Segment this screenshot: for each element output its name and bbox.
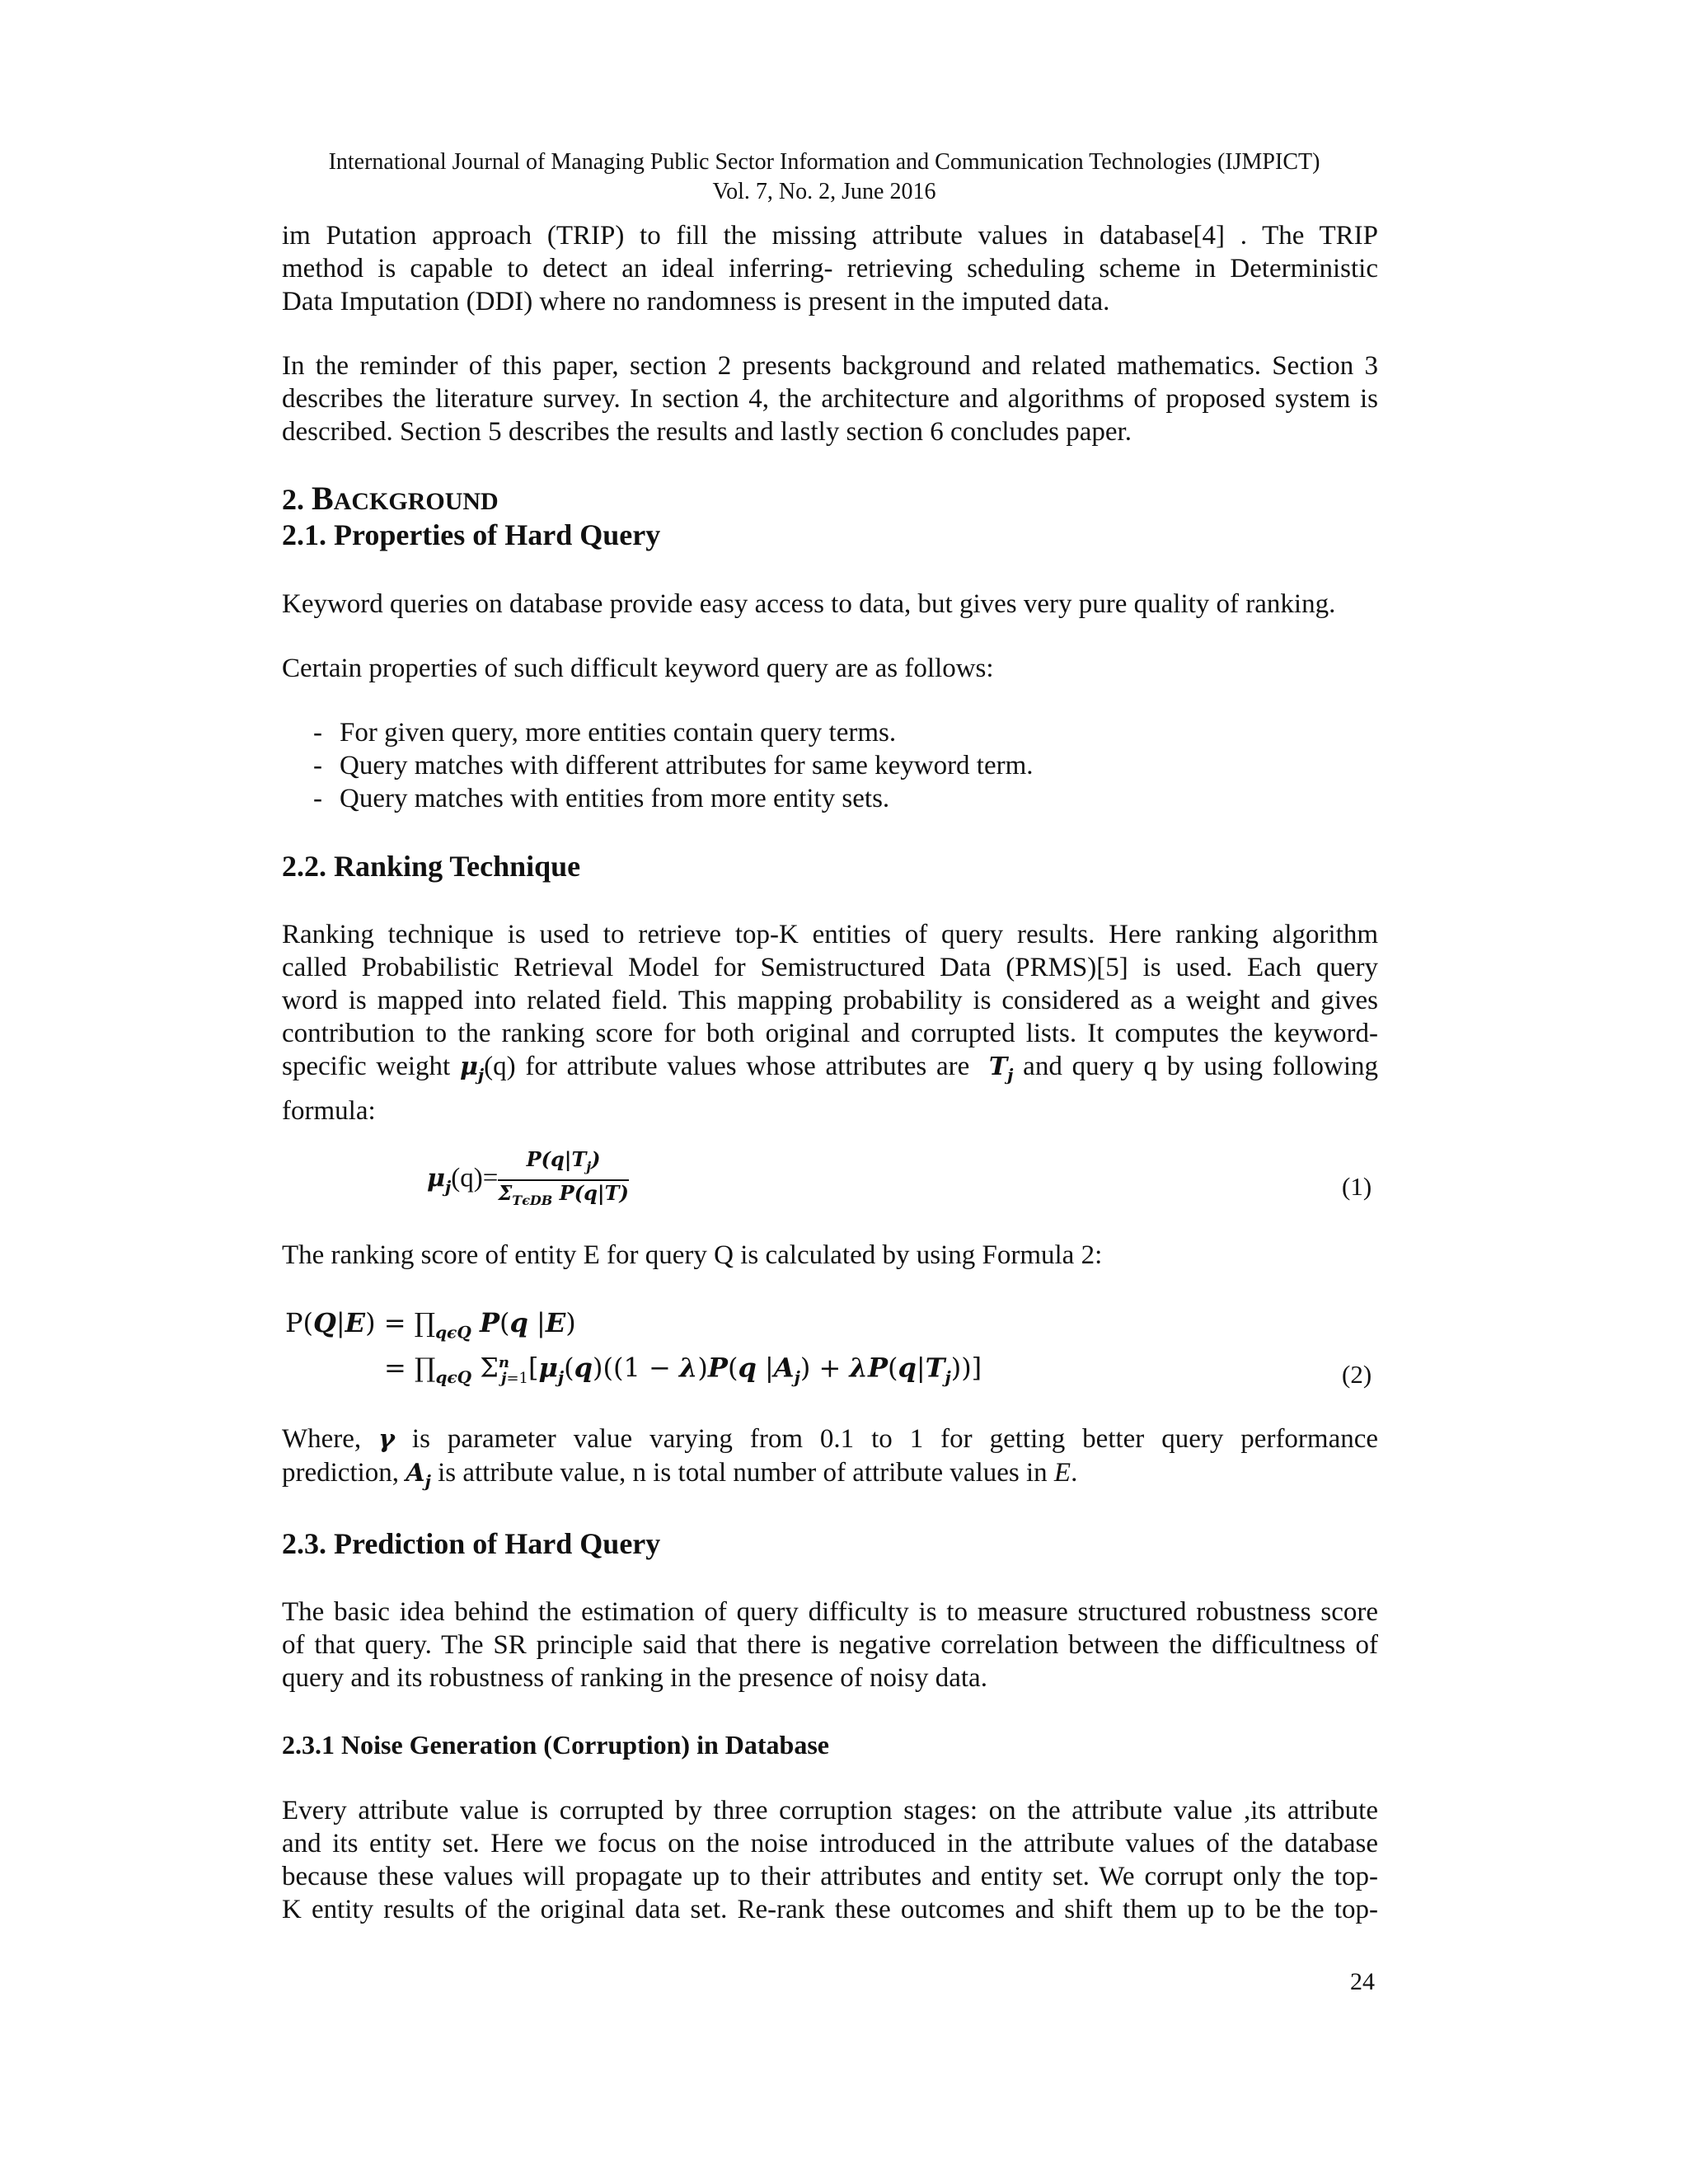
text-line: im Putation approach (TRIP) to fill the missing attribute values in database[4] . The TRIP [282, 221, 1378, 251]
subscript: j [477, 1065, 485, 1085]
text-line: formula: [282, 1096, 376, 1126]
text-line: called Probabilistic Retrieval Model for Semistructured Data (PRMS)[5] is used. Each query [282, 953, 1378, 982]
subsubsection-heading: 2.3.1 Noise Generation (Corruption) in Database [282, 1730, 829, 1760]
math-symbol: $T_j$ [988, 1052, 1014, 1085]
intro-paragraph-2 [282, 349, 1378, 448]
paragraph [282, 918, 1378, 1127]
equation-2-line-1: $P(Q|E) = \prod_{q\epsilon Q}$ P(q |E) [285, 1307, 576, 1343]
paragraph [282, 1596, 1378, 1694]
equation-1 [427, 1147, 629, 1213]
paragraph [282, 652, 1378, 685]
equation-2-line-2: = $\prod_{q\epsilon Q}$ $\Sigma^n_{j=1}[\mu_j(q)((1 - \lambda)P(q$ $|A_j) + \lambda P(q|T_j)$)] [384, 1352, 982, 1388]
list-item-text: For given query, more entities contain query terms. [340, 718, 897, 748]
text-line: and its entity set. Here we focus on the noise introduced in the attribute values of the database [282, 1829, 1378, 1858]
text-line: In the reminder of this paper, section 2 presents background and related mathematics. Section 3 [282, 351, 1378, 381]
math-symbol [459, 1052, 485, 1085]
text-line: describes the literature survey. In section 4, the architecture and algorithms of proposed system is [282, 384, 1378, 414]
paragraph [282, 1794, 1378, 1926]
text-line: because these values will propagate up to their attributes and entity set. We corrupt only the top- [282, 1862, 1378, 1891]
page-number: 24 [1350, 1968, 1375, 1995]
text-line: Data Imputation (DDI) where no randomness is present in the imputed data. [282, 287, 1110, 316]
symbol-a-j: $A_j$ [406, 1459, 431, 1491]
subscript: j [444, 1176, 452, 1197]
text-span: prediction, [282, 1458, 400, 1488]
equation-number: (2) [1342, 1360, 1372, 1389]
text-line: K entity results of the original data set. Re-rank these outcomes and shift them up to be the top- [282, 1895, 1378, 1924]
subsection-heading: 2.3. Prediction of Hard Query [282, 1527, 661, 1560]
text-span: is parameter value varying from 0.1 to 1 for getting better query performance [411, 1424, 1379, 1454]
symbol-mu: μ [459, 1052, 478, 1081]
fraction [498, 1147, 629, 1213]
text-line: The ranking score of entity E for query Q is calculated by using Formula 2: [282, 1240, 1103, 1270]
symbol-mu: μ [427, 1164, 445, 1193]
subsection-heading: 2.1. Properties of Hard Query [282, 518, 661, 551]
text-span: is attribute value, n is total number of attribute values in [438, 1458, 1048, 1488]
section-title-cap: B [312, 480, 334, 517]
text-span: specific weight [282, 1052, 451, 1081]
equation-number: (1) [1342, 1172, 1372, 1201]
paragraph [282, 1239, 1378, 1272]
equation-lhs-arg: (q)= [451, 1163, 499, 1193]
volume-header: Vol. 7, No. 2, June 2016 [712, 179, 936, 204]
text-line: of that query. The SR principle said that there is negative correlation between the difficultness of [282, 1630, 1378, 1660]
text-span: Where, [282, 1424, 362, 1454]
numerator: $P(q|T_j)$ [498, 1147, 629, 1181]
text-line: Every attribute value is corrupted by three corruption stages: on the attribute value ,its attribute [282, 1796, 1378, 1825]
section-title-rest: ACKGROUND [333, 488, 499, 515]
denominator: $\Sigma_{T\epsilon DB}$ P(q|T) [498, 1180, 629, 1208]
text-line: The basic idea behind the estimation of query difficulty is to measure structured robustness score [282, 1597, 1378, 1627]
text-span-italic: E [1053, 1458, 1071, 1488]
text-line: query and its robustness of ranking in the presence of noisy data. [282, 1663, 987, 1693]
section-heading-background [282, 481, 499, 519]
text-line: contribution to the ranking score for both original and corrupted lists. It computes the keyword- [282, 1019, 1378, 1048]
paragraph [282, 588, 1378, 621]
text-line [282, 1050, 1378, 1091]
text-span: . [1071, 1458, 1078, 1488]
journal-header: International Journal of Managing Public Sector Information and Communication Technologies (IJMPICT) [328, 149, 1320, 175]
text-line: word is mapped into related field. This mapping probability is considered as a weight and gives [282, 986, 1378, 1015]
text-line: described. Section 5 describes the results and lastly section 6 concludes paper. [282, 417, 1132, 447]
text-line: Ranking technique is used to retrieve top-K entities of query results. Here ranking algorithm [282, 920, 1378, 949]
symbol-gamma: γ [378, 1425, 395, 1454]
list-item-text: Query matches with different attributes for same keyword term. [340, 751, 1034, 780]
list-item: - Query matches with different attributes for same keyword term. [313, 751, 1034, 780]
list-item-text: Query matches with entities from more entity sets. [340, 784, 890, 813]
text-line [282, 1422, 1378, 1456]
list-item: - For given query, more entities contain query terms. [313, 718, 897, 748]
text-line: Certain properties of such difficult keyword query are as follows: [282, 654, 994, 683]
section-number: 2. [282, 483, 304, 516]
paragraph [282, 1422, 1378, 1497]
text-span: (q) for attribute values whose attributes are [484, 1052, 970, 1081]
text-line [282, 1456, 1378, 1497]
list-item: - Query matches with entities from more entity sets. [313, 784, 890, 813]
text-span: and query q by using following [1023, 1052, 1379, 1081]
intro-paragraph-1 [282, 219, 1378, 318]
subsection-heading: 2.2. Ranking Technique [282, 850, 581, 883]
text-line: method is capable to detect an ideal inferring- retrieving scheduling scheme in Deterministic [282, 254, 1378, 284]
text-line: Keyword queries on database provide easy access to data, but gives very pure quality of ranking. [282, 589, 1336, 619]
